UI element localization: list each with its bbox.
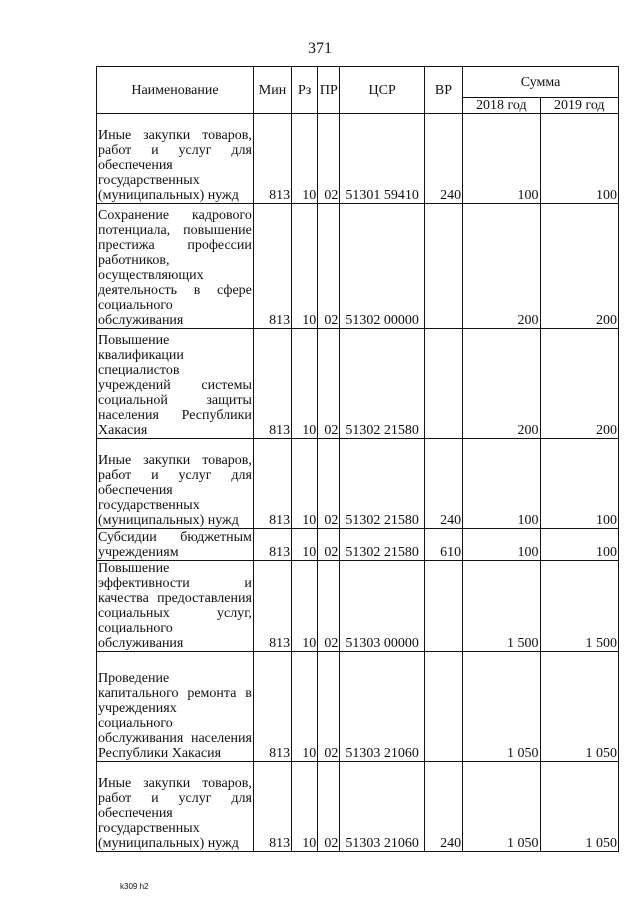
- row-vr-cell: [424, 204, 462, 329]
- row-min-cell: 813: [253, 329, 291, 439]
- row-rz-cell: 10: [292, 204, 318, 329]
- row-pr-cell: 02: [318, 762, 340, 852]
- row-2018-cell: 100: [463, 114, 540, 204]
- row-2019-cell: 1 050: [540, 762, 618, 852]
- row-csr-cell: 51303 21060: [340, 652, 424, 762]
- row-2018-cell: 1 050: [463, 652, 540, 762]
- row-csr-cell: 51301 59410: [340, 114, 424, 204]
- row-name-cell: Иные закупки товаров, работ и услуг для обеспечения государственных (муниципальных) нужд: [97, 762, 254, 852]
- row-2018-cell: 100: [463, 439, 540, 529]
- header-csr: ЦСР: [340, 67, 424, 114]
- row-pr-cell: 02: [318, 529, 340, 561]
- row-csr-cell: 51302 21580: [340, 329, 424, 439]
- row-min-cell: 813: [253, 561, 291, 652]
- footer-code: k309 h2: [120, 882, 149, 891]
- table-row: [97, 529, 619, 561]
- row-rz-cell: 10: [292, 762, 318, 852]
- row-vr-cell: [424, 329, 462, 439]
- row-2019-cell: 100: [540, 439, 618, 529]
- table-row: [97, 114, 619, 204]
- row-vr-cell: 610: [424, 529, 462, 561]
- row-vr-cell: 240: [424, 762, 462, 852]
- header-name: Наименование: [97, 67, 254, 114]
- row-csr-cell: 51302 21580: [340, 439, 424, 529]
- header-pr: ПР: [318, 67, 340, 114]
- row-rz-cell: 10: [292, 529, 318, 561]
- row-pr-cell: 02: [318, 561, 340, 652]
- row-csr-cell: 51303 00000: [340, 561, 424, 652]
- row-vr-cell: 240: [424, 439, 462, 529]
- table-row: [97, 652, 619, 762]
- header-vr: ВР: [424, 67, 462, 114]
- row-csr-cell: 51303 21060: [340, 762, 424, 852]
- row-min-cell: 813: [253, 762, 291, 852]
- table-row: [97, 204, 619, 329]
- row-2019-cell: 1 500: [540, 561, 618, 652]
- row-min-cell: 813: [253, 114, 291, 204]
- row-name-cell: Субсидии бюджетным учреждениям: [98, 530, 252, 560]
- row-rz-cell: 10: [292, 329, 318, 439]
- row-pr-cell: 02: [318, 114, 340, 204]
- row-min-cell: 813: [253, 529, 291, 561]
- header-year-2018: 2018 год: [463, 98, 540, 114]
- header-min: Мин: [253, 67, 291, 114]
- row-pr-cell: 02: [318, 204, 340, 329]
- row-2018-cell: 1 500: [463, 561, 540, 652]
- row-pr-cell: 02: [318, 439, 340, 529]
- row-pr-cell: 02: [318, 652, 340, 762]
- row-2018-cell: 100: [463, 529, 540, 561]
- row-name-cell: Проведение капитального ремонта в учреждениях социального обслуживания населения Республики Хакасия: [97, 652, 254, 762]
- table-row: [97, 762, 619, 852]
- row-rz-cell: 10: [292, 561, 318, 652]
- header-row: [97, 67, 619, 98]
- row-name-cell: Иные закупки товаров, работ и услуг для обеспечения государственных (муниципальных) нужд: [97, 439, 254, 529]
- row-name-cell: Повышение квалификации специалистов учреждений системы социальной защиты населения Республики Хакасия: [97, 329, 254, 439]
- table-row: [97, 439, 619, 529]
- table-row: [97, 561, 619, 652]
- row-min-cell: 813: [253, 652, 291, 762]
- row-name-cell: Повышение эффективности и качества предоставления социальных услуг, социального обслуживания: [98, 561, 252, 651]
- row-2018-cell: 200: [463, 329, 540, 439]
- header-year-2019: 2019 год: [540, 98, 618, 114]
- row-vr-cell: [424, 561, 462, 652]
- row-2018-cell: 200: [463, 204, 540, 329]
- row-2019-cell: 1 050: [540, 652, 618, 762]
- row-csr-cell: 51302 00000: [340, 204, 424, 329]
- header-rz: Рз: [292, 67, 318, 114]
- row-2019-cell: 200: [540, 329, 618, 439]
- header-sum: Сумма: [463, 67, 619, 98]
- row-min-cell: 813: [253, 204, 291, 329]
- row-name-cell: Сохранение кадрового потенциала, повышение престижа профессии работников, осуществляющих деятельность в сфере социального обслуживания: [97, 204, 254, 329]
- row-rz-cell: 10: [292, 652, 318, 762]
- table-body: [97, 114, 619, 852]
- row-csr-cell: 51302 21580: [340, 529, 424, 561]
- table-row: [97, 329, 619, 439]
- row-rz-cell: 10: [292, 439, 318, 529]
- row-vr-cell: 240: [424, 114, 462, 204]
- page-number: 371: [308, 40, 332, 57]
- row-min-cell: 813: [253, 439, 291, 529]
- row-2018-cell: 1 050: [463, 762, 540, 852]
- row-rz-cell: 10: [292, 114, 318, 204]
- row-2019-cell: 200: [540, 204, 618, 329]
- row-2019-cell: 100: [540, 114, 618, 204]
- row-name-cell: Иные закупки товаров, работ и услуг для обеспечения государственных (муниципальных) нужд: [97, 114, 254, 204]
- row-vr-cell: [424, 652, 462, 762]
- budget-table: [96, 66, 619, 852]
- row-2019-cell: 100: [540, 529, 618, 561]
- row-pr-cell: 02: [318, 329, 340, 439]
